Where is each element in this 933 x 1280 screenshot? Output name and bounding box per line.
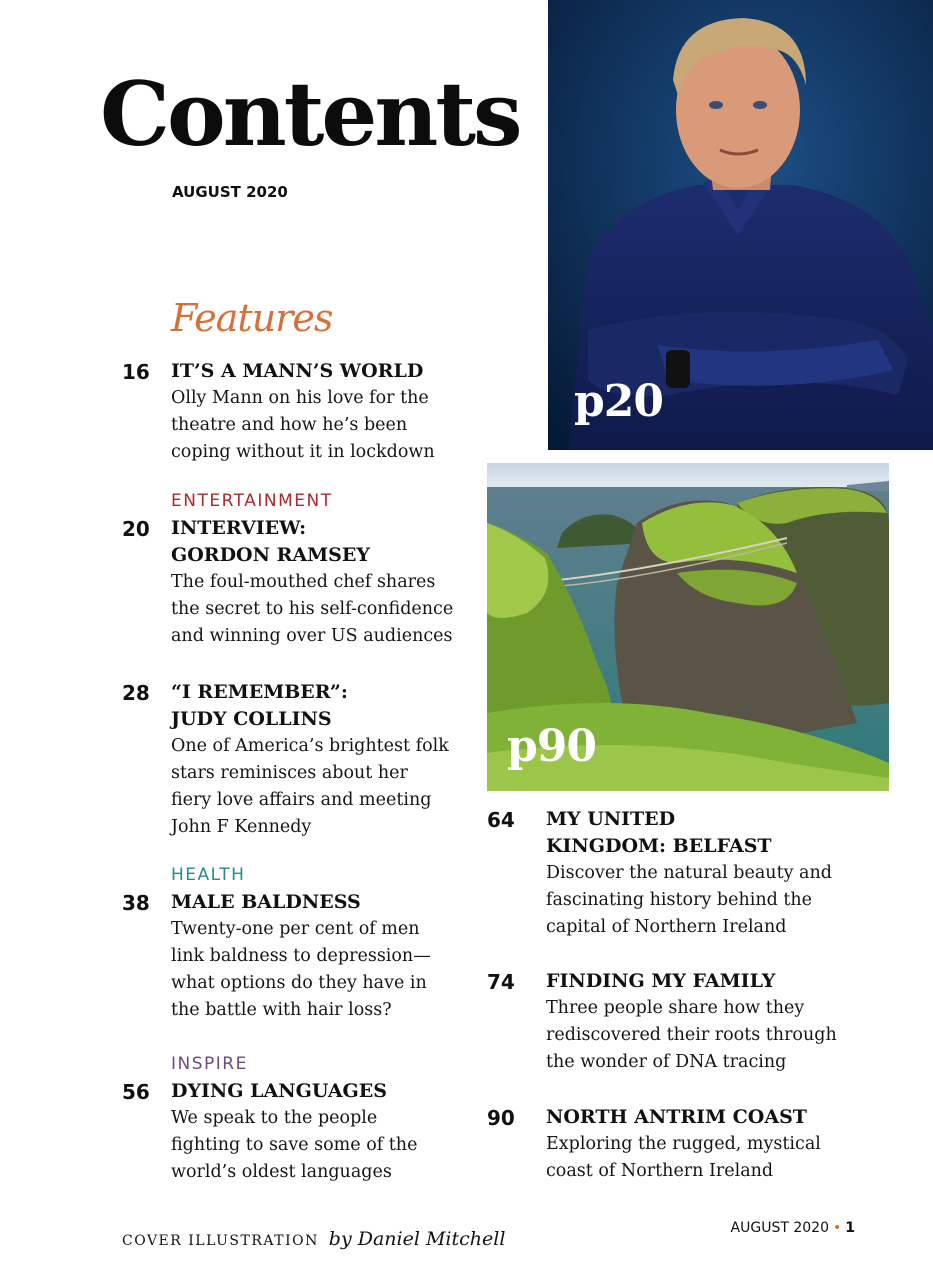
page-number: 64 [487, 808, 515, 832]
page-number: 38 [122, 891, 150, 915]
entry-headline: IT’S A MANN’S WORLD [171, 360, 424, 382]
credit-author: by Daniel Mitchell [328, 1228, 506, 1250]
section-label-health: HEALTH [171, 865, 246, 885]
footer-separator: • [832, 1220, 842, 1236]
page-number: 90 [487, 1106, 515, 1130]
entry-headline: DYING LANGUAGES [171, 1080, 387, 1102]
footer-issue: AUGUST 2020 [730, 1220, 829, 1236]
section-label-entertainment: ENTERTAINMENT [171, 491, 333, 511]
page-number: 56 [122, 1080, 150, 1104]
entry-headline: INTERVIEW: GORDON RAMSEY [171, 517, 370, 566]
credit-prefix: COVER ILLUSTRATION [122, 1233, 319, 1249]
entry-description: Twenty-one per cent of men link baldness to depression— what options do they have in the battle with hair loss? [171, 919, 431, 1020]
page-title: Contents [100, 62, 520, 166]
entry-headline: “I REMEMBER”: JUDY COLLINS [171, 681, 348, 730]
page-number: 74 [487, 970, 515, 994]
entry-description: Exploring the rugged, mystical coast of Northern Ireland [546, 1134, 821, 1181]
entry-description: Three people share how they rediscovered their roots through the wonder of DNA tracing [546, 998, 837, 1072]
entry-headline: MY UNITED KINGDOM: BELFAST [546, 808, 772, 857]
entry-headline: FINDING MY FAMILY [546, 970, 776, 992]
entry-description: One of America’s brightest folk stars reminisces about her fiery love affairs and meeting John F Kennedy [171, 736, 449, 837]
entry-description: Olly Mann on his love for the theatre and how he’s been coping without it in lockdown [171, 388, 435, 462]
page-number: 28 [122, 681, 150, 705]
entry-headline: MALE BALDNESS [171, 891, 361, 913]
entry-description: We speak to the people fighting to save some of the world’s oldest languages [171, 1108, 418, 1182]
footer-page-number: 1 [845, 1220, 855, 1236]
coast-photo[interactable] [487, 463, 889, 791]
page-footer [731, 1220, 855, 1236]
issue-date: AUGUST 2020 [172, 183, 288, 201]
page-number: 16 [122, 360, 150, 384]
photo-page-label: p20 [574, 376, 663, 427]
portrait-photo[interactable] [548, 0, 933, 450]
page-number: 20 [122, 517, 150, 541]
entry-description: Discover the natural beauty and fascinating history behind the capital of Northern Ireland [546, 863, 832, 937]
cover-credit [122, 1228, 505, 1250]
section-label-inspire: INSPIRE [171, 1054, 248, 1074]
photo-page-label: p90 [507, 721, 596, 772]
entry-description: The foul-mouthed chef shares the secret to his self-confidence and winning over US audiences [171, 572, 454, 646]
features-heading: Features [171, 296, 333, 340]
entry-headline: NORTH ANTRIM COAST [546, 1106, 807, 1128]
